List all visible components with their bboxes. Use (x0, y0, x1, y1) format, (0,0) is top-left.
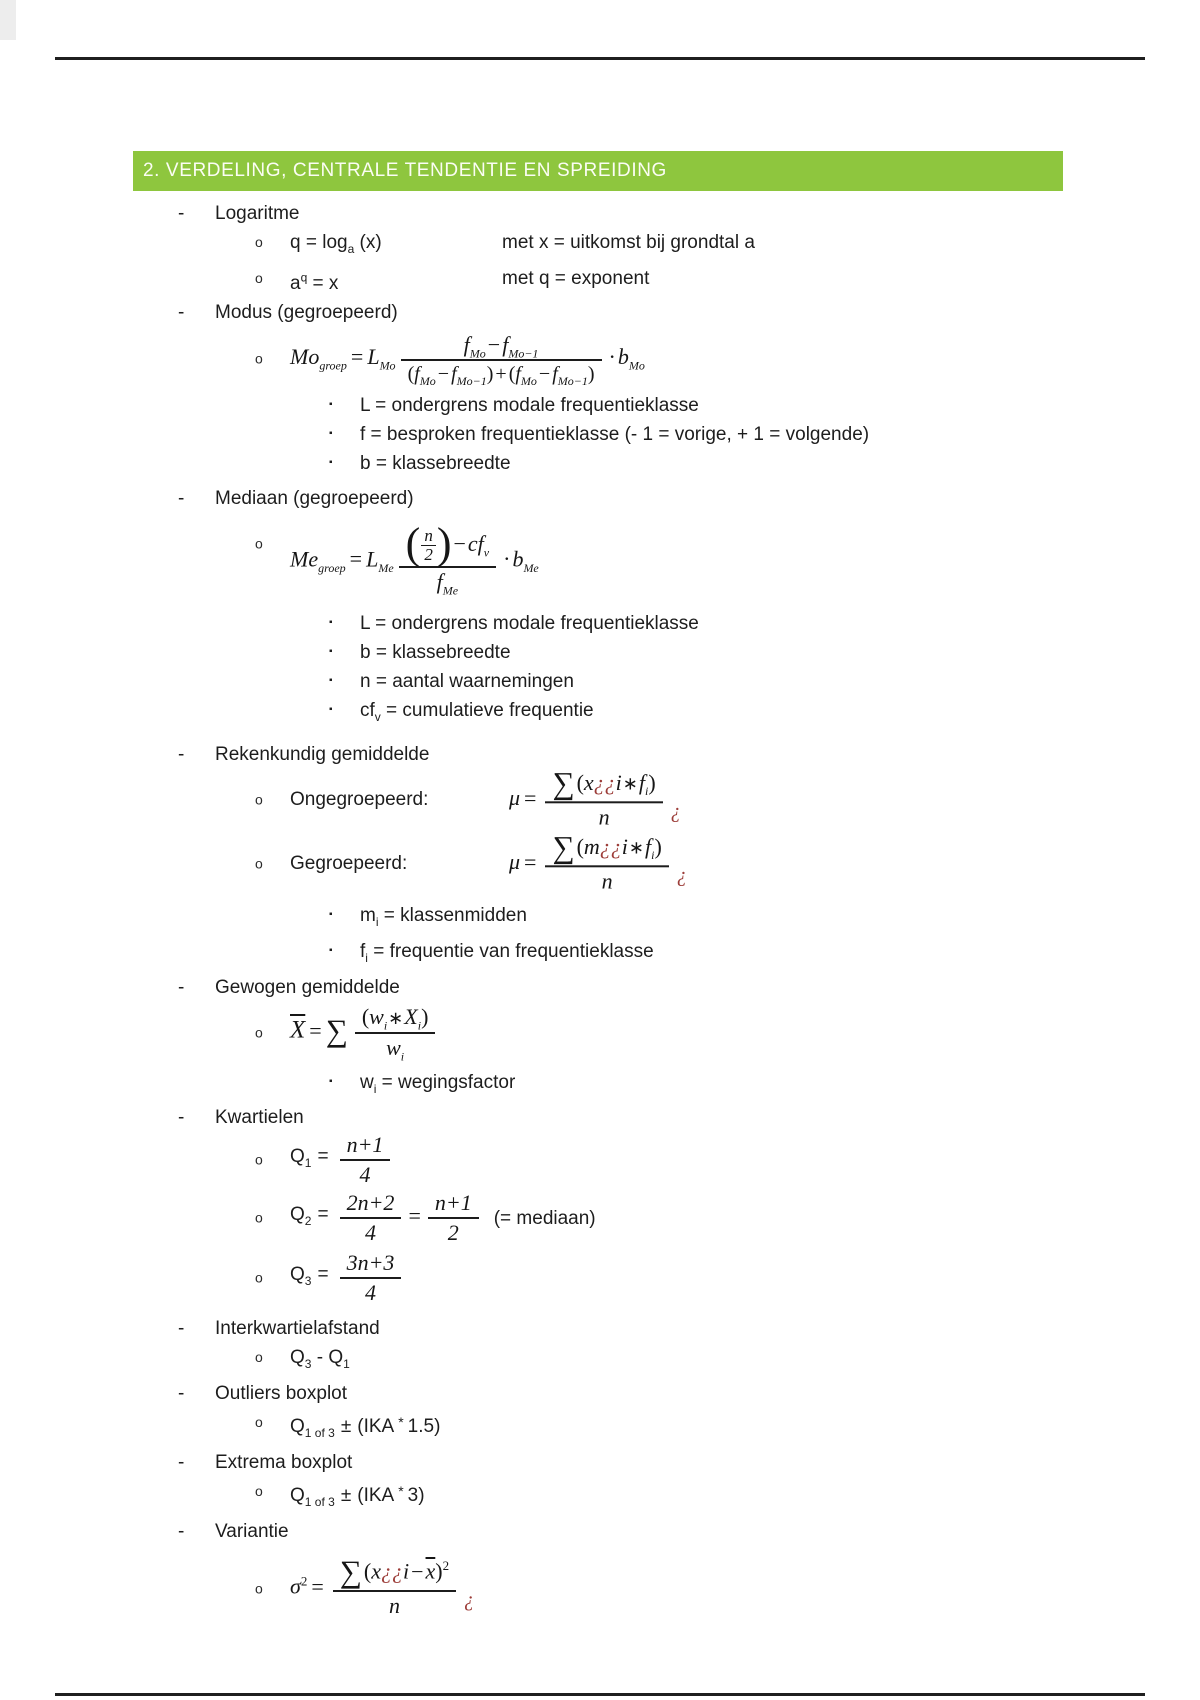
q3-formula (290, 1260, 335, 1296)
math-token: = (408, 1203, 421, 1229)
math-token: (x) (354, 232, 382, 253)
math-token: f (638, 769, 646, 795)
square-bullet: ▪ (329, 944, 333, 956)
mean-grouped-formula (509, 829, 687, 895)
item-label: Logaritme (215, 203, 300, 224)
circle-bullet: o (255, 1349, 263, 1366)
fraction-numerator (401, 331, 602, 359)
circle-bullet: o (255, 1414, 263, 1431)
math-sub: Me (378, 560, 394, 575)
item-logaritme (133, 199, 1143, 228)
big-paren: ( (405, 519, 421, 569)
mediaan-formula (290, 519, 539, 598)
iqr-formula-row (133, 1343, 1143, 1379)
dash-bullet: - (178, 1520, 185, 1542)
circle-bullet: o (255, 1151, 263, 1168)
math-sup: 2 (442, 1558, 450, 1574)
math-token: f (552, 363, 558, 386)
math-token: Q (328, 1347, 344, 1369)
asterisk: * (398, 1482, 404, 1499)
math-token: = (524, 784, 537, 810)
circle-bullet: o (255, 1580, 263, 1597)
sigma-symbol: ∑ (552, 765, 575, 801)
math-token: ( (508, 363, 516, 386)
mean-grouped-row (133, 831, 1143, 897)
math-sub: Mo (469, 346, 486, 361)
math-sub: groep (318, 560, 346, 575)
math-token: f (515, 363, 521, 386)
math-token: = cumulatieve frequentie (380, 700, 594, 722)
math-token: f (502, 331, 509, 357)
math-sub: 1 (343, 1357, 350, 1372)
item-label: Modus (gegroepeerd) (215, 302, 398, 324)
item-label: Kwartielen (215, 1107, 304, 1129)
math-token: μ (509, 784, 521, 810)
q1-fraction (335, 1131, 396, 1190)
definition-text: L = ondergrens modale frequentieklasse (360, 395, 699, 417)
math-token: ) (435, 1558, 443, 1584)
math-token: f (463, 331, 470, 357)
math-token: ∗ (628, 837, 645, 858)
mean-note-1 (133, 901, 1143, 937)
definition-text (360, 700, 594, 724)
extrema-formula (290, 1482, 425, 1509)
square-bullet: ▪ (329, 617, 333, 629)
dash-bullet: - (178, 1383, 185, 1405)
math-token: ) (421, 1004, 429, 1030)
logaritme-line-2 (133, 264, 1143, 298)
x-bar: $\overline{x}$ (425, 1558, 436, 1584)
square-bullet: ▪ (329, 675, 333, 687)
missing-glyph: ¿ (676, 863, 687, 886)
math-token: w (360, 1071, 374, 1093)
math-sub: i (400, 1048, 405, 1063)
math-token: cf (360, 700, 375, 722)
math-token: ( (407, 363, 415, 386)
mediaan-note-1 (133, 609, 1143, 638)
math-sub: v (483, 545, 490, 560)
item-mediaan (133, 484, 1143, 513)
outliers-formula-row (133, 1408, 1143, 1448)
math-token: i (402, 1558, 410, 1584)
q2-formula (290, 1200, 335, 1236)
square-bullet: ▪ (329, 908, 333, 920)
math-sub: Mo (628, 358, 645, 373)
mediaan-note: (= mediaan) (493, 1207, 596, 1229)
top-rule (55, 57, 1145, 60)
square-bullet: ▪ (329, 399, 333, 411)
sigma-symbol: ∑ (552, 829, 575, 865)
math-token: ∗ (622, 773, 638, 794)
circle-bullet: o (255, 535, 263, 552)
q1-formula (290, 1142, 335, 1178)
circle-bullet: o (255, 1269, 263, 1286)
extrema-formula-row (133, 1477, 1143, 1517)
dash-bullet: - (178, 488, 185, 510)
math-token: (IKA (357, 1416, 395, 1438)
missing-glyph: ¿ (464, 1588, 475, 1611)
inner-fraction (421, 527, 436, 565)
fraction-denominator (401, 359, 602, 387)
definition-text: b = klassebreedte (360, 642, 511, 664)
x-bar: $\overline{X}$ (290, 1016, 306, 1044)
dash-bullet: - (178, 1107, 185, 1129)
circle-bullet: o (255, 234, 263, 250)
math-sub: 2 (304, 1214, 312, 1229)
fraction (333, 1554, 456, 1620)
inner-denominator: 2 (421, 545, 436, 565)
math-token: = (309, 1017, 322, 1043)
math-sub: 3 (304, 1274, 312, 1289)
item-label: Outliers boxplot (215, 1383, 348, 1405)
math-token: Me (290, 546, 319, 572)
math-sub: Mo (419, 374, 436, 389)
math-sub: 3 (304, 1357, 312, 1372)
math-sub: i (375, 914, 379, 929)
section-header-bar (133, 151, 1063, 191)
math-token: q = log (290, 232, 348, 253)
math-token: i (621, 833, 628, 859)
exponent-formula (290, 270, 339, 295)
math-token: Q (290, 1484, 305, 1506)
math-token: ( (576, 769, 584, 795)
dash-bullet: - (178, 203, 185, 224)
item-label: Mediaan (gegroepeerd) (215, 488, 414, 510)
math-token: − (453, 530, 466, 556)
item-modus (133, 298, 1143, 327)
math-token: f (451, 363, 457, 386)
variance-formula (290, 1554, 475, 1620)
fraction-denominator: n (545, 865, 668, 895)
item-label: Gewogen gemiddelde (215, 976, 400, 998)
math-token: a (290, 273, 301, 295)
missing-glyphs: ¿¿ (593, 769, 616, 795)
item-variantie (133, 1517, 1143, 1546)
math-token: = wegingsfactor (376, 1071, 516, 1093)
item-label: Variantie (215, 1520, 289, 1542)
math-token: L (366, 546, 379, 572)
item-rekenkundig (133, 740, 1143, 769)
math-token: b (512, 546, 524, 572)
item-interkwartiel (133, 1314, 1143, 1343)
logaritme-line-1 (133, 228, 1143, 264)
met-note: met q = exponent (502, 267, 650, 289)
math-token: m (583, 833, 600, 859)
fraction (428, 1189, 479, 1248)
big-paren: ) (436, 519, 452, 569)
iqr-formula (290, 1347, 350, 1372)
math-sub: v (374, 709, 381, 724)
math-sub: groep (319, 358, 347, 373)
math-sub: i (645, 784, 649, 799)
fraction-numerator (355, 1003, 436, 1031)
math-token: ( (361, 1004, 370, 1030)
math-token: ± (340, 1484, 352, 1506)
math-token: = (350, 344, 364, 370)
fraction-denominator: 4 (340, 1159, 391, 1189)
fraction (340, 1249, 402, 1308)
missing-glyph: ¿ (670, 799, 681, 822)
definition-text: n = aantal waarnemingen (360, 671, 574, 693)
log-formula (290, 232, 382, 256)
dash-bullet: - (178, 976, 185, 998)
math-token: ) (587, 363, 595, 386)
math-token: f (360, 940, 366, 962)
math-token: f (436, 569, 443, 595)
item-outliers (133, 1379, 1143, 1408)
math-token: ± (340, 1416, 352, 1438)
math-sub: Mo (520, 374, 537, 389)
q2-fractions (335, 1189, 484, 1248)
math-token: − (411, 1558, 424, 1584)
sigma-symbol: ∑ (325, 1013, 348, 1049)
math-token: ) (648, 769, 656, 795)
dash-bullet: - (178, 1451, 185, 1473)
fraction-denominator: 4 (340, 1277, 402, 1307)
math-token: Q (290, 1146, 305, 1168)
math-token: ∗ (388, 1008, 404, 1029)
mean-note-2 (133, 937, 1143, 973)
math-sub: 1 of 3 (304, 1425, 335, 1440)
math-token: = frequentie van frequentieklasse (367, 940, 654, 962)
circle-bullet: o (255, 350, 263, 367)
item-label: Rekenkundig gemiddelde (215, 743, 430, 765)
math-sup: q (300, 270, 308, 285)
modus-note-1 (133, 391, 1143, 420)
q3-formula-row (133, 1248, 1143, 1308)
weighted-mean-formula-row (133, 1002, 1143, 1064)
definition-text (360, 940, 654, 965)
fraction-denominator: n (545, 801, 662, 831)
math-token: m (360, 904, 376, 926)
math-token: + (495, 363, 507, 386)
mediaan-note-4 (133, 696, 1143, 732)
mediaan-note-3 (133, 667, 1143, 696)
item-label: Extrema boxplot (215, 1451, 353, 1473)
math-token: · (608, 344, 616, 370)
math-token: Mo (290, 344, 320, 370)
math-token: x (371, 1558, 381, 1584)
math-sub: Mo−1 (456, 374, 487, 389)
mean-grouped-label: Gegroepeerd: (290, 853, 408, 875)
circle-bullet: o (255, 1024, 263, 1041)
fraction (399, 519, 496, 598)
math-token: · (503, 546, 511, 572)
fraction-numerator: 2n+2 (346, 1189, 395, 1215)
dash-bullet: - (178, 302, 185, 324)
met-note: met x = uitkomst bij grondtal a (502, 232, 755, 253)
dash-bullet: - (178, 1318, 185, 1340)
math-token: Q (290, 1347, 305, 1369)
content (133, 199, 1143, 1626)
math-sub: i (417, 1018, 422, 1033)
q2-formula-row (133, 1188, 1143, 1248)
square-bullet: ▪ (329, 428, 333, 440)
fraction (355, 1003, 436, 1062)
fraction-denominator: 2 (428, 1217, 479, 1247)
fraction-numerator: 3n+3 (346, 1249, 395, 1275)
fraction (340, 1189, 402, 1248)
math-token: = (349, 546, 363, 572)
fraction (545, 829, 668, 895)
definition-text: f = besproken frequentieklasse (- 1 = vorige, + 1 = volgende) (360, 424, 870, 446)
fraction (340, 1131, 391, 1190)
fraction-numerator: n+1 (346, 1131, 384, 1157)
math-token: w (386, 1034, 401, 1060)
outliers-formula (290, 1414, 441, 1440)
square-bullet: ▪ (329, 1075, 333, 1087)
math-token: i (615, 769, 622, 795)
square-bullet: ▪ (329, 457, 333, 469)
math-token: = (317, 1264, 329, 1286)
fraction-numerator (545, 765, 662, 801)
math-token: − (538, 363, 551, 386)
math-token: ( (363, 1558, 372, 1584)
math-sub: i (365, 950, 368, 965)
mediaan-formula-row (133, 513, 1143, 609)
math-token: 1.5) (407, 1416, 441, 1438)
math-token: b (617, 344, 629, 370)
math-sub: 1 of 3 (304, 1494, 335, 1509)
definition-text: b = klassebreedte (360, 453, 511, 475)
math-token: Q (290, 1264, 305, 1286)
asterisk: * (398, 1414, 404, 1431)
math-token: = x (307, 273, 339, 295)
definition-text: L = ondergrens modale frequentieklasse (360, 613, 699, 635)
mean-ungrouped-label: Ongegroepeerd: (290, 789, 429, 811)
math-token: X (404, 1004, 418, 1030)
math-token: f (414, 363, 420, 386)
math-token: − (437, 363, 450, 386)
math-sub: a (347, 241, 355, 256)
modus-formula-row (133, 327, 1143, 391)
math-token: ) (654, 833, 662, 859)
item-label: Interkwartielafstand (215, 1318, 380, 1340)
definition-text (360, 904, 527, 929)
math-sub: Me (442, 583, 459, 598)
mean-ungrouped-row (133, 765, 1143, 831)
circle-bullet: o (255, 1482, 263, 1499)
math-sub: Mo (379, 358, 396, 373)
inner-numerator: n (424, 525, 433, 545)
math-token: = (317, 1204, 329, 1226)
square-bullet: ▪ (329, 704, 333, 716)
fraction (401, 331, 602, 387)
bottom-rule (55, 1693, 1145, 1696)
weighted-mean-formula (290, 1003, 440, 1062)
math-token: f (645, 833, 652, 859)
definition-text (360, 1071, 516, 1096)
sigma-symbol: ∑ (339, 1554, 362, 1589)
math-sub: 1 (304, 1156, 312, 1171)
math-token: x (583, 769, 594, 795)
math-sub: i (651, 848, 655, 863)
q3-fraction (335, 1249, 407, 1308)
dash-bullet: - (178, 743, 185, 765)
math-token: μ (509, 848, 521, 874)
math-token: (IKA (357, 1484, 395, 1506)
math-token: = (311, 1573, 324, 1599)
math-sub: Mo−1 (557, 374, 588, 389)
circle-bullet: o (255, 269, 263, 286)
weighted-mean-note (133, 1068, 1143, 1104)
math-token: - (311, 1347, 329, 1369)
fraction-denominator (399, 566, 496, 596)
modus-note-3 (133, 449, 1143, 478)
q1-formula-row (133, 1132, 1143, 1188)
item-extrema (133, 1448, 1143, 1477)
math-sub: i (373, 1081, 377, 1096)
square-bullet: ▪ (329, 646, 333, 658)
modus-formula (290, 331, 645, 387)
math-sub: Mo−1 (508, 346, 539, 361)
fraction-denominator: 4 (340, 1217, 402, 1247)
circle-bullet: o (255, 1209, 263, 1226)
fraction (545, 765, 662, 831)
fraction-denominator: n (333, 1590, 456, 1620)
modus-note-2 (133, 420, 1143, 449)
mediaan-note-2 (133, 638, 1143, 667)
fraction-numerator (545, 829, 668, 865)
fraction-numerator (333, 1554, 456, 1590)
math-sub: Me (523, 560, 539, 575)
missing-glyphs: ¿¿ (380, 1558, 403, 1584)
math-token: 3) (407, 1484, 425, 1506)
fraction-numerator (399, 519, 496, 569)
math-token: Q (290, 1204, 305, 1226)
item-gewogen (133, 973, 1143, 1002)
math-token: w (369, 1004, 384, 1030)
math-token: cf (467, 530, 484, 556)
math-token: = klassenmidden (378, 904, 527, 926)
circle-bullet: o (255, 855, 263, 872)
math-token: σ (290, 1573, 301, 1599)
fraction-denominator (355, 1032, 436, 1062)
math-token: ( (576, 833, 584, 859)
math-token: = (317, 1146, 329, 1168)
missing-glyphs: ¿¿ (599, 833, 622, 859)
math-sup: 2 (300, 1573, 308, 1589)
math-token: Q (290, 1416, 305, 1438)
variance-formula-row (133, 1552, 1143, 1626)
math-token: = (524, 848, 537, 874)
section-title: 2. VERDELING, CENTRALE TENDENTIE EN SPREIDING (143, 160, 667, 181)
corner-artifact (0, 0, 16, 40)
math-token: L (367, 344, 380, 370)
math-token: ) (486, 363, 494, 386)
circle-bullet: o (255, 791, 263, 808)
math-token: − (487, 331, 501, 357)
item-kwartielen (133, 1103, 1143, 1132)
mean-ungrouped-formula (509, 765, 681, 831)
math-sub: i (383, 1018, 388, 1033)
fraction-numerator: n+1 (434, 1189, 472, 1215)
